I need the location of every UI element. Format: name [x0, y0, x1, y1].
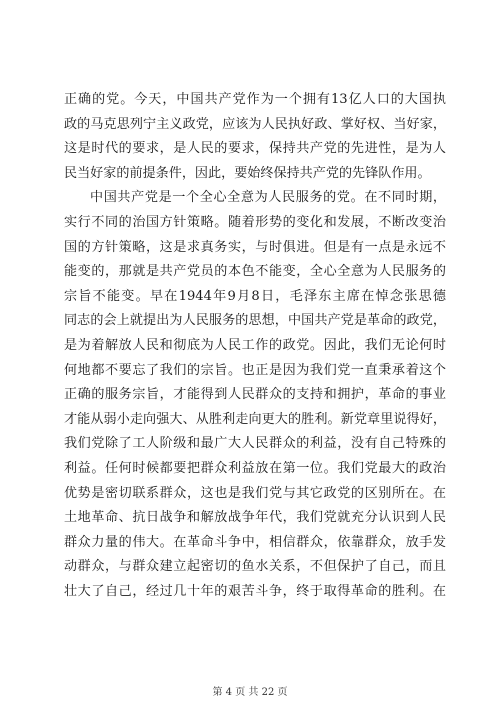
- text-line: 正确的服务宗旨，才能得到人民群众的支持和拥护，革命的事业: [64, 387, 446, 403]
- text-line: 政的马克思列宁主义政党，应该为人民执好政、掌好权、当好家，: [64, 116, 446, 132]
- text-line: 中国共产党是一个全心全意为人民服务的党。在不同时期，: [90, 190, 446, 206]
- text-line: 同志的会上就提出为人民服务的思想，中国共产党是革命的政党，: [64, 313, 446, 329]
- text-line: 何地都不要忘了我们的宗旨。也正是因为我们党一直秉承着这个: [64, 362, 446, 378]
- text-line: 宗旨不能变。早在1944年9月8日，毛泽东主席在悼念张思德: [64, 288, 446, 304]
- text-line: 是为着解放人民和彻底为人民工作的政党。因此，我们无论何时: [64, 337, 446, 353]
- text-line: 土地革命、抗日战争和解放战争年代，我们党就充分认识到人民: [64, 510, 446, 526]
- text-line: 群众力量的伟大。在革命斗争中，相信群众，依靠群众，放手发: [64, 534, 446, 550]
- text-line: 实行不同的治国方针策略。随着形势的变化和发展，不断改变治: [64, 214, 446, 230]
- text-line: 民当好家的前提条件，因此，要始终保持共产党的先锋队作用。: [64, 165, 431, 181]
- text-line: 能变的，那就是共产党员的本色不能变，全心全意为人民服务的: [64, 264, 446, 280]
- text-line: 动群众，与群众建立起密切的鱼水关系，不但保护了自己，而且: [64, 559, 446, 575]
- body-text: [64, 88, 446, 604]
- text-line: 我们党除了工人阶级和最广大人民群众的利益，没有自己特殊的: [64, 436, 446, 452]
- text-line: 才能从弱小走向强大、从胜利走向更大的胜利。新党章里说得好，: [64, 411, 446, 427]
- text-line: 利益。任何时候都要把群众利益放在第一位。我们党最大的政治: [64, 460, 446, 476]
- text-line: 正确的党。今天，中国共产党作为一个拥有13亿人口的大国执: [64, 92, 446, 107]
- page-footer: 第 4 页 共 22 页: [212, 687, 288, 698]
- text-line: 优势是密切联系群众，这也是我们党与其它政党的区别所在。在: [64, 485, 446, 501]
- text-line: 壮大了自己，经过几十年的艰苦斗争，终于取得革命的胜利。在: [64, 583, 446, 599]
- text-line: 这是时代的要求，是人民的要求，保持共产党的先进性，是为人: [64, 141, 446, 157]
- text-line: 国的方针策略，这是求真务实，与时俱进。但是有一点是永远不: [64, 239, 446, 255]
